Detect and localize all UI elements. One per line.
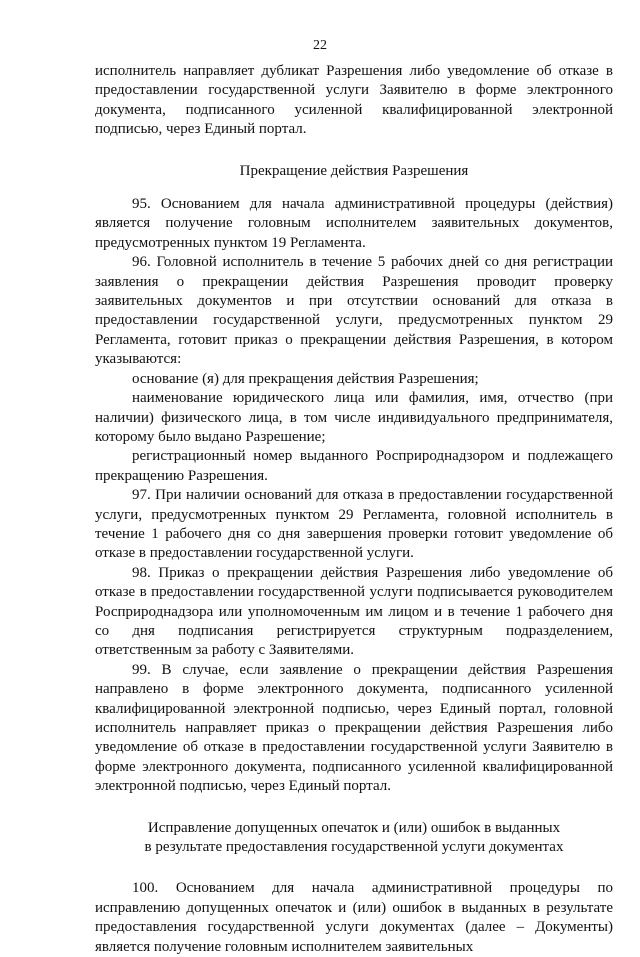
paragraph-96: 96. Головной исполнитель в течение 5 рабочих дней со дня регистрации заявления о прекращении действия Разрешения проводит проверку заявительных документов и при отсутствии оснований для отказа в предоставлении государственной услуги, предусмотренных пунктом 29 Регламента, готовит приказ о прекращении действия Разрешения, в котором указываются: — [95, 254, 613, 368]
paragraph-97: 97. При наличии оснований для отказа в предоставлении государственной услуги, предусмотренных пунктом 29 Регламента, головной исполнитель в течение 1 рабочего дня со дня завершения проверки готовит уведомление об отказе в предоставлении государственной услуги. — [95, 487, 613, 562]
paragraph-98: 98. Приказ о прекращении действия Разрешения либо уведомление об отказе в предоставлении государственной услуги подписывается руководителем Росприроднадзора или уполномоченным им лицом и в течение 1 рабочего дня со дня подписания регистрируется структурным подразделением, ответственным за работу с Заявителями. — [95, 564, 613, 659]
list-item-registration-number: регистрационный номер выданного Росприроднадзором и подлежащего прекращению Разрешения. — [95, 448, 613, 484]
paragraph-100: 100. Основанием для начала административной процедуры по исправлению допущенных опечаток и (или) ошибок в выданных в результате предоставления государственной услуги документах (далее – Документы) является получение головным исполнителем заявительных — [95, 880, 613, 955]
section-heading-corrections-line-2: в результате предоставления государственной услуги документах — [144, 839, 564, 856]
section-heading-corrections-line-1: Исправление допущенных опечаток и (или) ошибок в выданных — [147, 819, 561, 836]
document-body — [95, 62, 613, 957]
paragraph-95: 95. Основанием для начала административной процедуры (действия) является получение головным исполнителем заявительных документов, предусмотренных пунктом 19 Регламента. — [95, 196, 613, 251]
section-heading-termination: Прекращение действия Разрешения — [239, 162, 469, 179]
intro-paragraph: исполнитель направляет дубликат Разрешения либо уведомление об отказе в предоставлении государственной услуги Заявителю в форме электронного документа, подписанного усиленной квалифицированной электронной подписью, через Единый портал. — [95, 63, 613, 138]
paragraph-99: 99. В случае, если заявление о прекращении действия Разрешения направлено в форме электронного документа, подписанного усиленной квалифицированной электронной подписью, через Единый портал, головной исполнитель направляет приказ о прекращении действия Разрешения либо уведомление об отказе в предоставлении государственной услуги Заявителю в форме электронного документа, подписанного усиленной квалифицированной электронной подписью, через Единый портал. — [95, 661, 613, 795]
list-item-holder-name: наименование юридического лица или фамилия, имя, отчество (при наличии) физического лица, в том числе индивидуального предпринимателя, которому было выдано Разрешение; — [95, 390, 613, 445]
page-number: 22 — [313, 38, 327, 53]
list-item-grounds: основание (я) для прекращения действия Разрешения; — [132, 370, 479, 387]
